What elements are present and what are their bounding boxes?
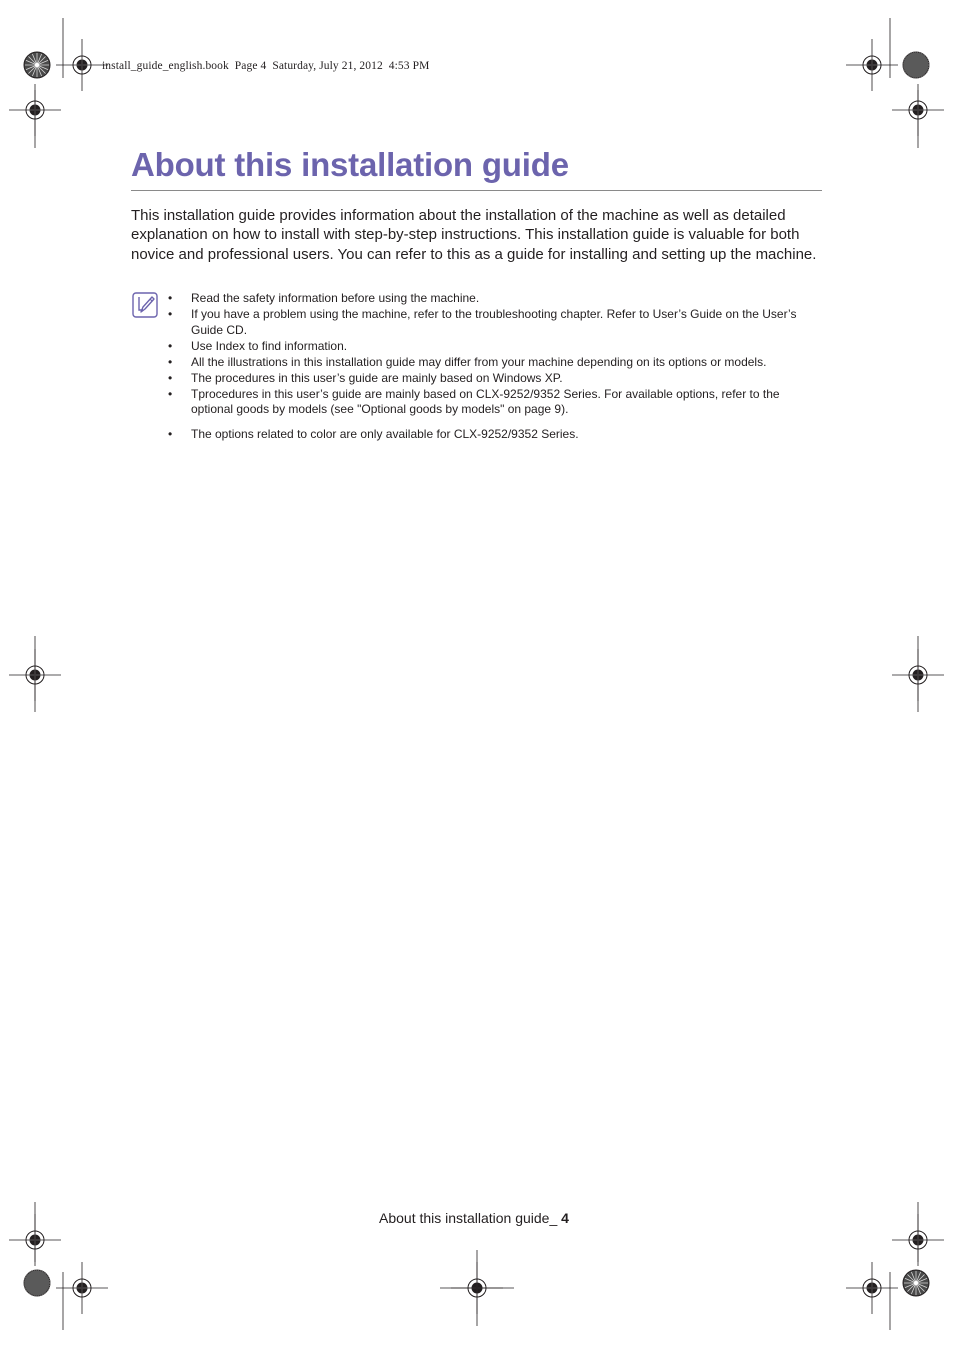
note-text: Tprocedures in this user’s guide are mainly based on CLX-9252/9352 Series. For available options, refer to the optional goods by models (see "Optional goods by models" on page 9). [191, 386, 780, 416]
intro-paragraph: This installation guide provides information about the installation of the machine as well as detailed explanation on how to install with step-by-step instructions. This installation guide is valuable for both novice and professional users. You can refer to this as a guide for installing and setting up the machine. [131, 207, 817, 263]
bullet: • [168, 370, 173, 385]
note-text: Use Index to find information. [191, 338, 348, 353]
page-number: 4 [561, 1210, 569, 1226]
print-header: install_guide_english.book Page 4 Saturday, July 21, 2012 4:53 PM [102, 60, 430, 72]
bullet: • [168, 338, 173, 353]
note-text: If you have a problem using the machine, refer to the troubleshooting chapter. Refer to User’s Guide on the User’s Guide CD. [191, 307, 797, 337]
bullet: • [168, 426, 173, 441]
list-item [168, 427, 818, 443]
bullet: • [168, 354, 173, 369]
list-item [168, 307, 818, 338]
note-text: The options related to color are only available for CLX-9252/9352 Series. [191, 426, 579, 441]
note-list [168, 291, 818, 443]
bullet: • [168, 291, 173, 305]
page-footer [379, 1210, 569, 1226]
note-text: The procedures in this user’s guide are mainly based on Windows XP. [191, 370, 563, 385]
page-title: About this installation guide [131, 146, 569, 183]
bullet: • [168, 307, 173, 321]
note-pencil-icon [132, 292, 158, 318]
note-text: Read the safety information before using the machine. [191, 291, 480, 305]
list-item [168, 371, 818, 387]
list-item [168, 339, 818, 355]
bullet: • [168, 386, 173, 401]
title-rule [131, 190, 822, 191]
note-text: All the illustrations in this installation guide may differ from your machine depending on its options or models. [191, 354, 767, 369]
list-item [168, 387, 818, 418]
footer-label: About this installation guide_ [379, 1210, 562, 1226]
list-item [168, 355, 818, 371]
list-item [168, 291, 818, 307]
